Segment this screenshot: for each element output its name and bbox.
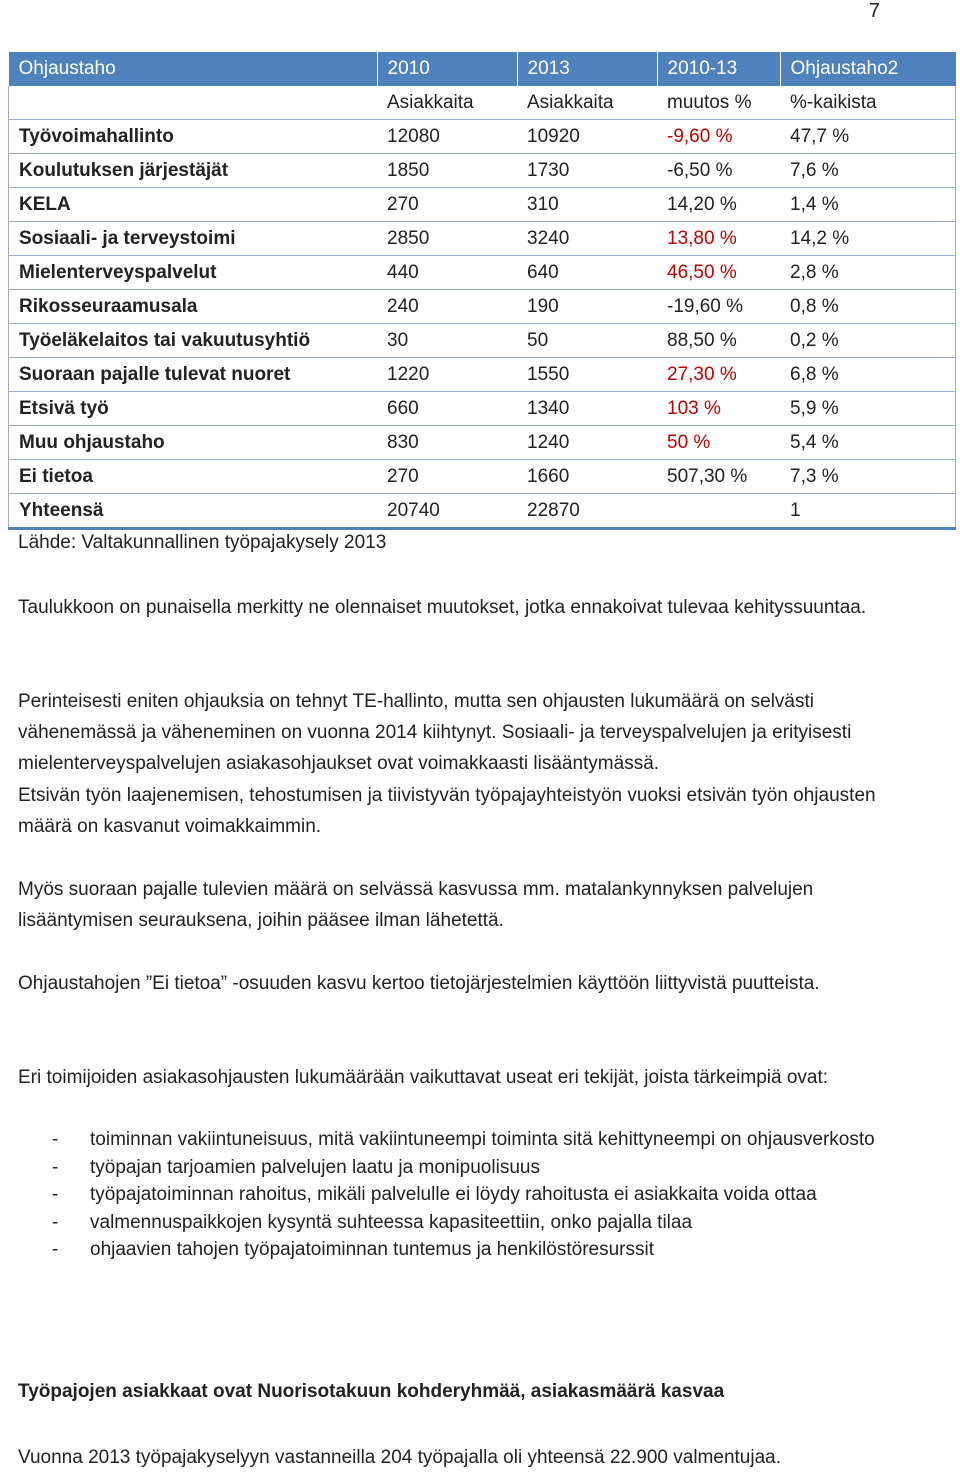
paragraph-outreach: Etsivän työn laajenemisen, tehostumisen ja tiivistyvän työpajayhteistyön vuoksi etsivän työn ohjausten määrä on kasvanut voimakkaimmin. — [18, 785, 876, 837]
cell-change: 13,80 % — [657, 222, 780, 256]
cell-change: -9,60 % — [657, 120, 780, 154]
cell-2010: 830 — [377, 426, 517, 460]
row-label: Rikosseuraamusala — [9, 290, 378, 324]
row-label: Yhteensä — [9, 494, 378, 529]
row-label: Työeläkelaitos tai vakuutusyhtiö — [9, 324, 378, 358]
cell-2010: 240 — [377, 290, 517, 324]
cell-share: 5,9 % — [780, 392, 956, 426]
table-subheader-row — [9, 86, 956, 120]
cell-2010: 1850 — [377, 154, 517, 188]
table-row — [9, 392, 956, 426]
table-row — [9, 256, 956, 290]
row-label: Etsivä työ — [9, 392, 378, 426]
cell-2013: 310 — [517, 188, 657, 222]
list-item: - toiminnan vakiintuneisuus, mitä vakiintuneempi toiminta sitä kehittyneempi on ohjausverkosto — [18, 1126, 918, 1154]
cell-change: 88,50 % — [657, 324, 780, 358]
cell-2013: 1550 — [517, 358, 657, 392]
cell-2010: 1220 — [377, 358, 517, 392]
cell-2013: 1340 — [517, 392, 657, 426]
cell-2013: 1730 — [517, 154, 657, 188]
header-cell: 2010-13 — [657, 52, 780, 86]
cell-2013: 3240 — [517, 222, 657, 256]
row-label: KELA — [9, 188, 378, 222]
cell-change: 14,20 % — [657, 188, 780, 222]
subheader-cell — [9, 86, 378, 120]
cell-change: 103 % — [657, 392, 780, 426]
table-row — [9, 290, 956, 324]
header-cell: Ohjaustaho — [9, 52, 378, 86]
header-cell: 2010 — [377, 52, 517, 86]
cell-2013: 1240 — [517, 426, 657, 460]
list-item: - työpajan tarjoamien palvelujen laatu ja monipuolisuus — [18, 1154, 918, 1182]
cell-share: 5,4 % — [780, 426, 956, 460]
row-label: Ei tietoa — [9, 460, 378, 494]
paragraph-closing: Vuonna 2013 työpajakyselyyn vastanneilla 204 työpajalla oli yhteensä 22.900 valmentujaa. — [18, 1447, 781, 1468]
clients-by-referrer-table — [8, 52, 956, 530]
cell-change: -19,60 % — [657, 290, 780, 324]
paragraph-red-note: Taulukkoon on punaisella merkitty ne olennaiset muutokset, jotka ennakoivat tulevaa kehityssuuntaa. — [18, 597, 867, 618]
table-header-row — [9, 52, 956, 86]
cell-share: 7,6 % — [780, 154, 956, 188]
cell-change: -6,50 % — [657, 154, 780, 188]
cell-2010: 270 — [377, 460, 517, 494]
page-number: 7 — [868, 0, 880, 22]
table-body — [9, 52, 956, 529]
table-row — [9, 222, 956, 256]
cell-2013: 50 — [517, 324, 657, 358]
subheader-cell: %-kaikista — [780, 86, 956, 120]
table-row — [9, 188, 956, 222]
list-item: - ohjaavien tahojen työpajatoiminnan tuntemus ja henkilöstöresurssit — [18, 1236, 918, 1264]
row-label: Työvoimahallinto — [9, 120, 378, 154]
table-row — [9, 154, 956, 188]
cell-share: 1,4 % — [780, 188, 956, 222]
cell-share: 6,8 % — [780, 358, 956, 392]
row-label: Mielenterveyspalvelut — [9, 256, 378, 290]
list-item: - työpajatoiminnan rahoitus, mikäli palvelulle ei löydy rahoitusta ei asiakkaita voida ottaa — [18, 1181, 918, 1209]
row-label: Muu ohjaustaho — [9, 426, 378, 460]
cell-2010: 20740 — [377, 494, 517, 529]
subheader-cell: Asiakkaita — [517, 86, 657, 120]
section-heading: Työpajojen asiakkaat ovat Nuorisotakuun kohderyhmää, asiakasmäärä kasvaa — [18, 1381, 725, 1402]
paragraph-direct-entry: Myös suoraan pajalle tulevien määrä on selvässä kasvussa mm. matalankynnyksen palvelujen lisääntymisen seurauksena, joihin pääsee ilman lähetettä. — [18, 879, 814, 931]
cell-2013: 640 — [517, 256, 657, 290]
cell-2010: 270 — [377, 188, 517, 222]
row-label: Sosiaali- ja terveystoimi — [9, 222, 378, 256]
table-row — [9, 120, 956, 154]
paragraph-te-admin: Perinteisesti eniten ohjauksia on tehnyt TE-hallinto, mutta sen ohjausten lukumäärä on selvästi vähenemässä ja väheneminen on vuonna 2014 kiihtynyt. Sosiaali- ja terveyspalvelujen ja erityisesti mielenterveyspalvelujen asiakasohjaukset ovat voimakkaasti lisääntymässä. — [18, 691, 852, 774]
cell-2013: 190 — [517, 290, 657, 324]
cell-share: 47,7 % — [780, 120, 956, 154]
cell-share: 14,2 % — [780, 222, 956, 256]
row-label: Suoraan pajalle tulevat nuoret — [9, 358, 378, 392]
cell-2010: 660 — [377, 392, 517, 426]
table-row — [9, 324, 956, 358]
cell-2013: 10920 — [517, 120, 657, 154]
cell-change: 507,30 % — [657, 460, 780, 494]
cell-share: 2,8 % — [780, 256, 956, 290]
paragraph-no-info: Ohjaustahojen ”Ei tietoa” -osuuden kasvu kertoo tietojärjestelmien käyttöön liittyvistä puutteista. — [18, 973, 820, 994]
table-row — [9, 460, 956, 494]
cell-2010: 12080 — [377, 120, 517, 154]
list-item: - valmennuspaikkojen kysyntä suhteessa kapasiteettiin, onko pajalla tilaa — [18, 1209, 918, 1237]
table-row — [9, 426, 956, 460]
cell-2010: 440 — [377, 256, 517, 290]
table-source-note: Lähde: Valtakunnallinen työpajakysely 2013 — [18, 532, 387, 553]
header-cell: Ohjaustaho2 — [780, 52, 956, 86]
cell-2013: 1660 — [517, 460, 657, 494]
cell-share: 1 — [780, 494, 956, 529]
table-total-row — [9, 494, 956, 529]
cell-2010: 2850 — [377, 222, 517, 256]
paragraph-factors-intro: Eri toimijoiden asiakasohjausten lukumäärään vaikuttavat useat eri tekijät, joista tärkeimpiä ovat: — [18, 1067, 829, 1088]
cell-2010: 30 — [377, 324, 517, 358]
cell-share: 0,2 % — [780, 324, 956, 358]
cell-change: 50 % — [657, 426, 780, 460]
cell-2013: 22870 — [517, 494, 657, 529]
factors-list — [18, 1126, 918, 1264]
row-label: Koulutuksen järjestäjät — [9, 154, 378, 188]
subheader-cell: Asiakkaita — [377, 86, 517, 120]
cell-share: 7,3 % — [780, 460, 956, 494]
cell-change: 27,30 % — [657, 358, 780, 392]
header-cell: 2013 — [517, 52, 657, 86]
subheader-cell: muutos % — [657, 86, 780, 120]
cell-change: 46,50 % — [657, 256, 780, 290]
table-row — [9, 358, 956, 392]
cell-change — [657, 494, 780, 529]
cell-share: 0,8 % — [780, 290, 956, 324]
